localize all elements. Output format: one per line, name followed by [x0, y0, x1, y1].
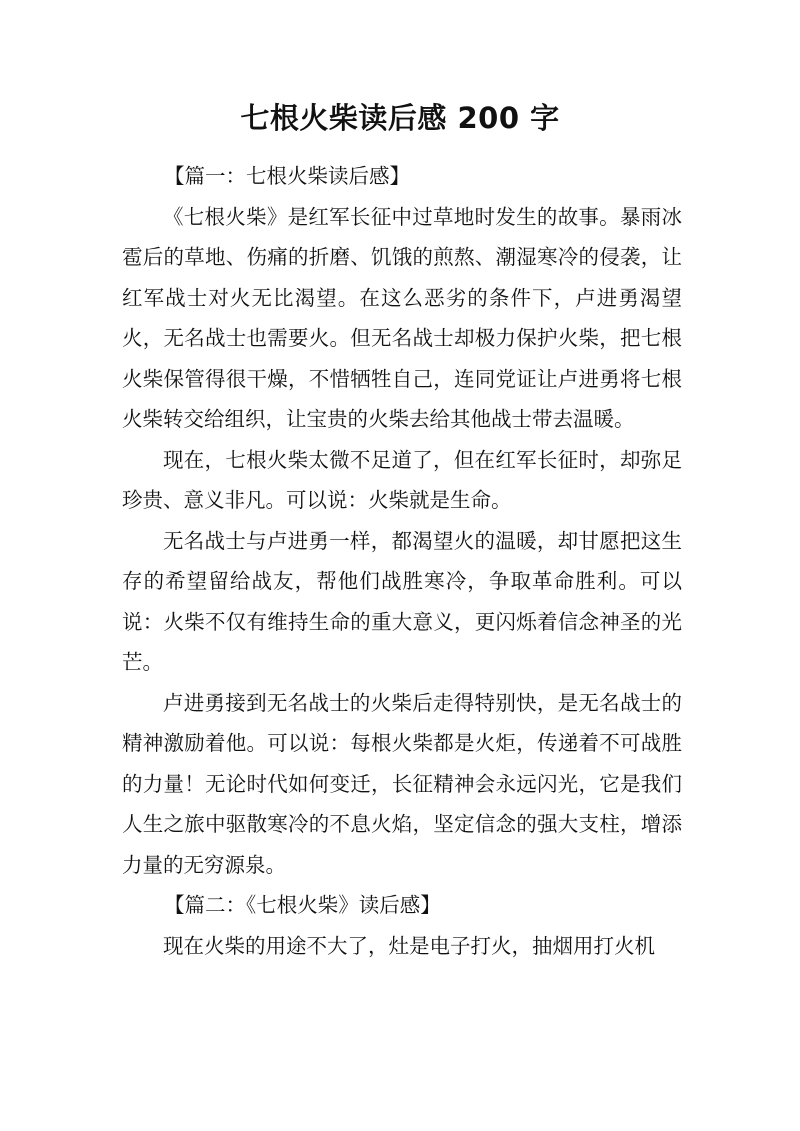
section-heading-2: 【篇二：《七根火柴》读后感】 [164, 893, 441, 917]
section-heading-1: 【篇一：七根火柴读后感】 [164, 164, 410, 188]
document-title: 七根火柴读后感 200 字 [240, 101, 560, 135]
document-body [122, 156, 682, 966]
paragraph-3: 无名战士与卢进勇一样，都渴望火的温暖，却甘愿把这生存的希望留给战友，帮他们战胜寒冷，争取革命胜利。可以说：火柴不仅有维持生命的重大意义，更闪烁着信念神圣的光芒。 [122, 528, 682, 674]
paragraph-2: 现在，七根火柴太微不足道了，但在红军长征时，却弥足珍贵、意义非凡。可以说：火柴就是生命。 [122, 447, 682, 512]
paragraph-1: 《七根火柴》是红军长征中过草地时发生的故事。暴雨冰雹后的草地、伤痛的折磨、饥饿的煎熬、潮湿寒冷的侵袭，让红军战士对火无比渴望。在这么恶劣的条件下，卢进勇渴望火，无名战士也需要火。但无名战士却极力保护火柴，把七根火柴保管得很干燥，不惜牺牲自己，连同党证让卢进勇将七根火柴转交给组织，让宝贵的火柴去给其他战士带去温暖。 [122, 204, 682, 431]
paragraph-4: 卢进勇接到无名战士的火柴后走得特别快，是无名战士的精神激励着他。可以说：每根火柴都是火炬，传递着不可战胜的力量！无论时代如何变迁，长征精神会永远闪光，它是我们人生之旅中驱散寒冷的不息火焰，坚定信念的强大支柱，增添力量的无穷源泉。 [122, 690, 682, 877]
paragraph-5: 现在火柴的用途不大了，灶是电子打火，抽烟用打火机 [163, 933, 655, 958]
